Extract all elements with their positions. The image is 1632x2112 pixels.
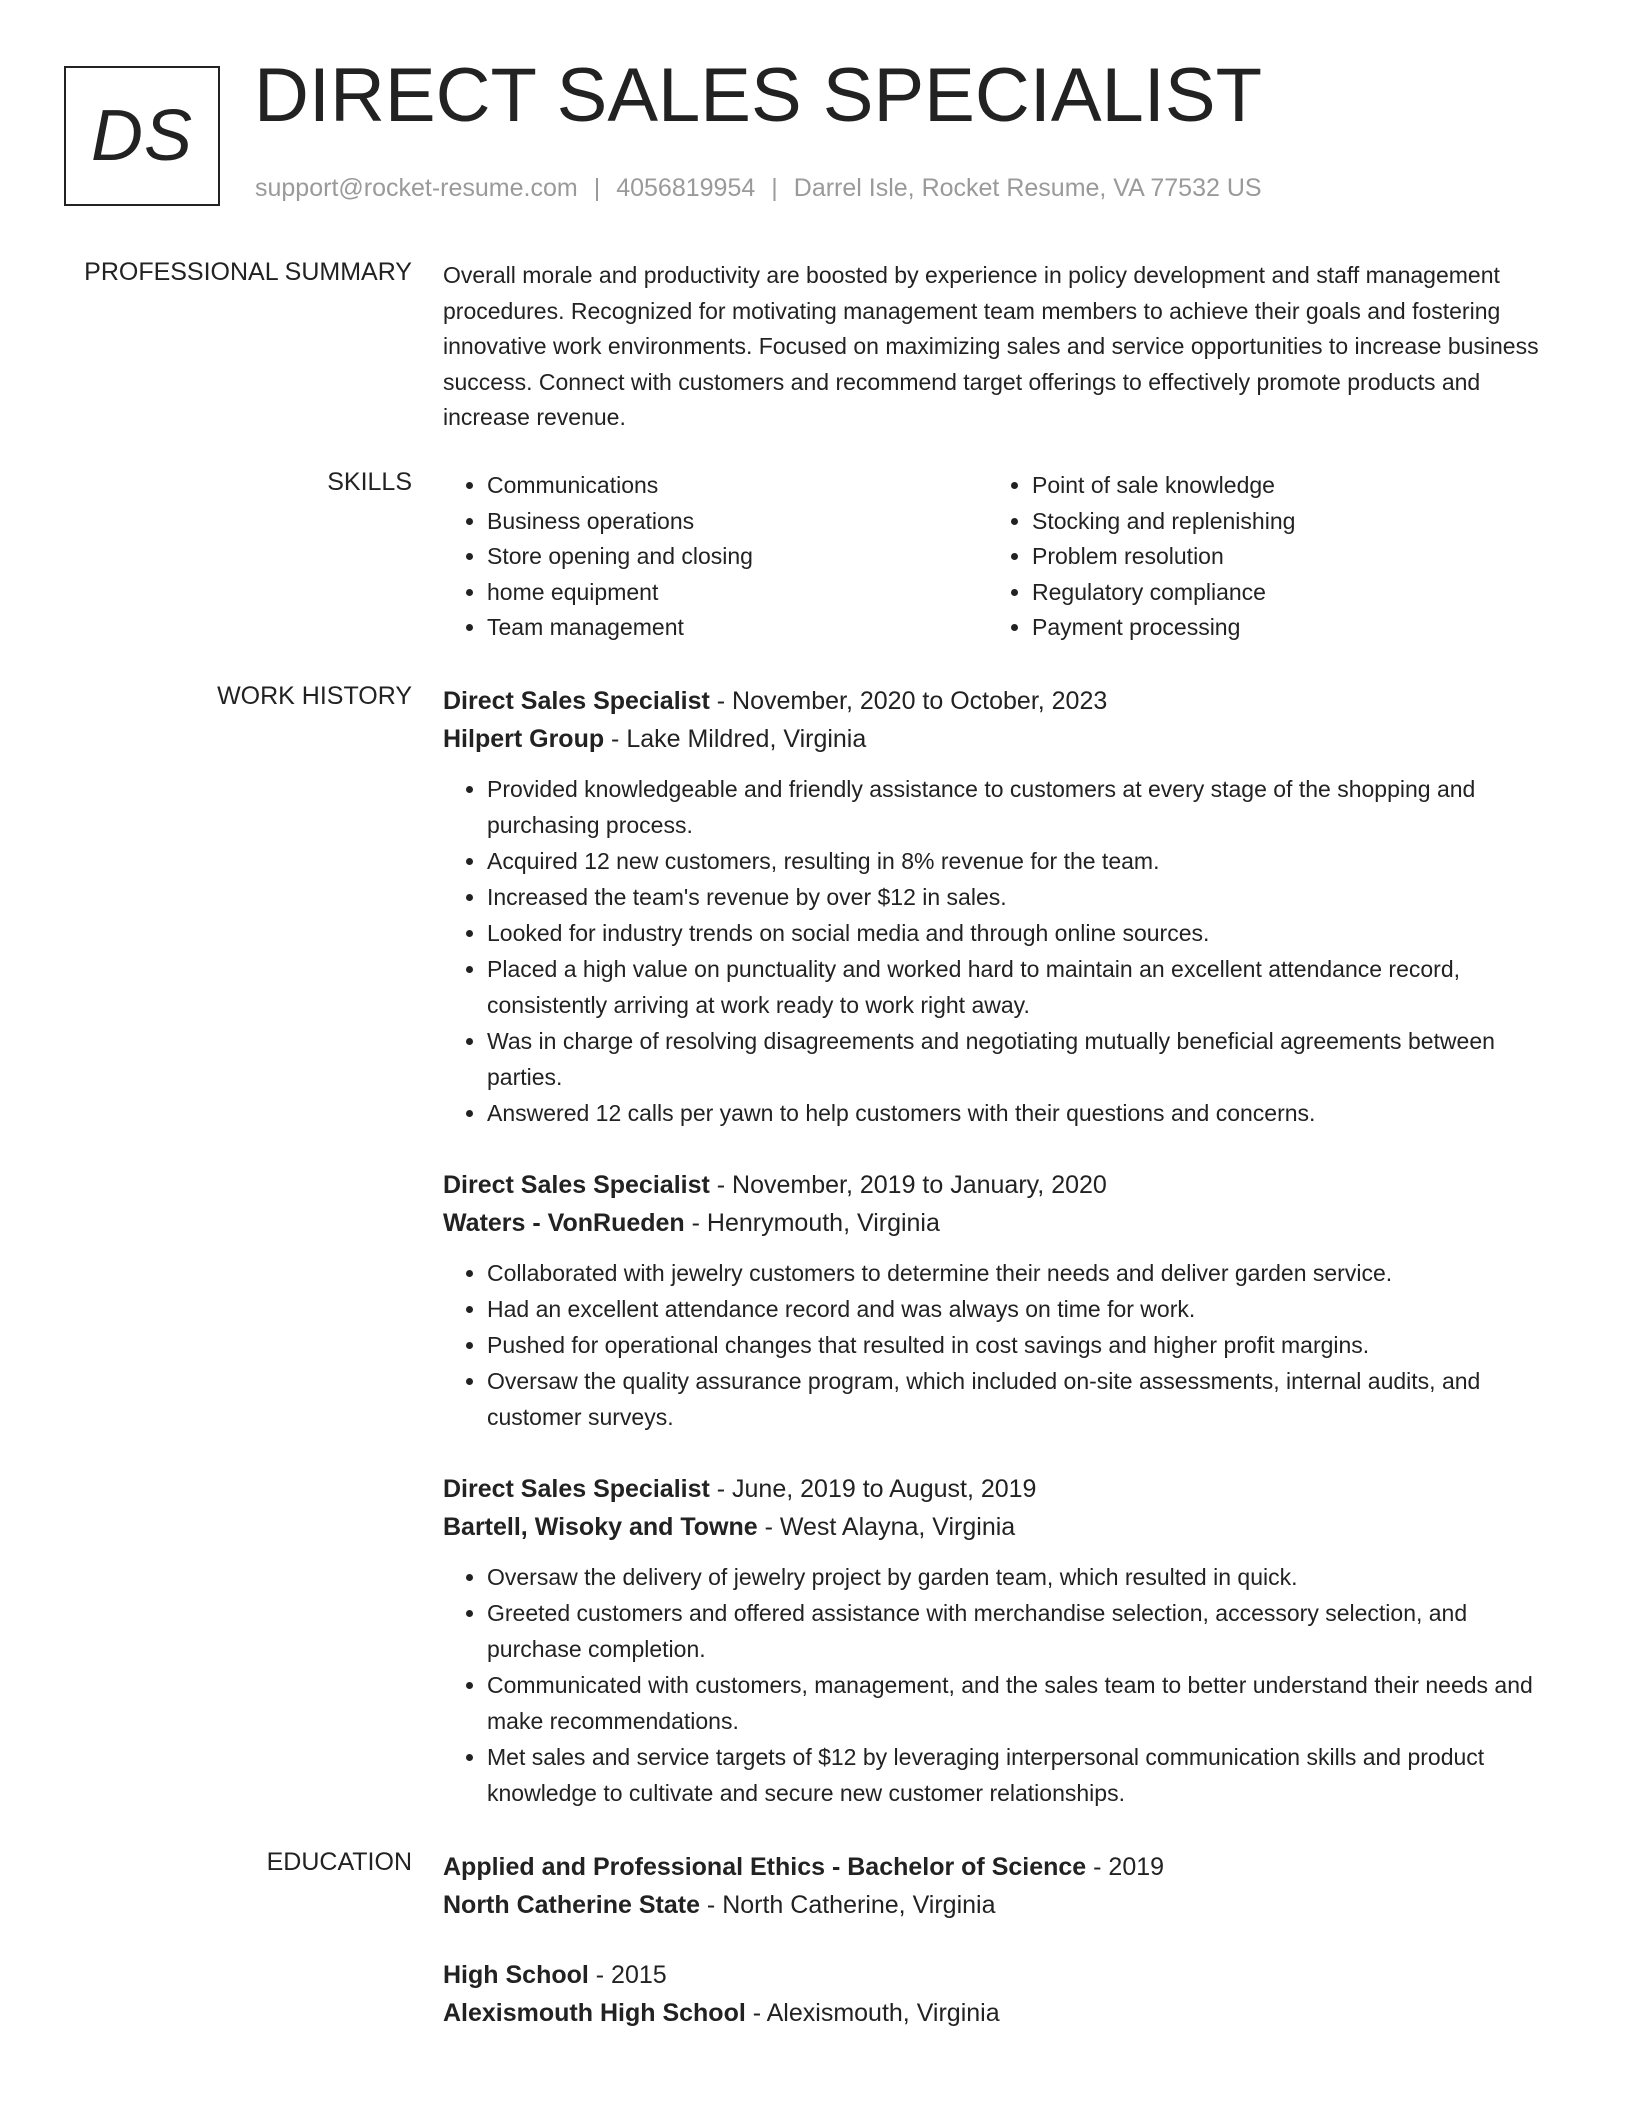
job-entry xyxy=(443,1166,1563,1435)
job-bullets xyxy=(443,1559,1563,1811)
job-entry xyxy=(443,682,1563,1131)
job-title-line xyxy=(443,682,1563,720)
job-dates: - November, 2020 to October, 2023 xyxy=(709,687,1108,715)
job-title: Direct Sales Specialist xyxy=(443,1171,710,1199)
contact-line xyxy=(255,174,1262,203)
summary-text: Overall morale and productivity are boosted by experience in policy development and staff management procedures. Recognized for motivating management team members to achieve their goals and fostering innovative work environments. Focused on maximizing sales and service opportunities to increase business success. Connect with customers and recommend target offerings to effectively promote products and increase revenue. xyxy=(443,262,1539,430)
job-location: - Henrymouth, Virginia xyxy=(684,1209,940,1237)
job-bullet: • Met sales and service targets of $12 by leveraging interpersonal communication skills and product knowledge to cultivate and secure new customer relationships. xyxy=(487,1739,1563,1811)
education-school: North Catherine State xyxy=(443,1891,700,1919)
skill-item: • Business operations xyxy=(487,504,753,540)
skills-heading: SKILLS xyxy=(327,468,412,496)
job-bullets xyxy=(443,771,1563,1131)
job-bullet: • Acquired 12 new customers, resulting in 8% revenue for the team. xyxy=(487,843,1563,879)
education-school-line xyxy=(443,1994,1563,2032)
job-bullets xyxy=(443,1255,1563,1435)
job-dates: - June, 2019 to August, 2019 xyxy=(709,1475,1037,1503)
work-history-heading: WORK HISTORY xyxy=(217,682,412,710)
skill-item: • Communications xyxy=(487,468,753,504)
job-title: Direct Sales Specialist xyxy=(443,687,710,715)
job-bullet: • Increased the team's revenue by over $12 in sales. xyxy=(487,879,1563,915)
job-dates: - November, 2019 to January, 2020 xyxy=(709,1171,1107,1199)
job-bullet: • Provided knowledgeable and friendly assistance to customers at every stage of the shopping and purchasing process. xyxy=(487,771,1563,843)
skill-item: • Point of sale knowledge xyxy=(1032,468,1295,504)
skills-list-right xyxy=(988,468,1295,646)
resume-title: DIRECT SALES SPECIALIST xyxy=(254,53,1263,138)
education-heading: EDUCATION xyxy=(266,1848,412,1876)
education-year: - 2019 xyxy=(1086,1853,1165,1881)
education-school: Alexismouth High School xyxy=(443,1999,746,2027)
education-location: - North Catherine, Virginia xyxy=(699,1891,996,1919)
education-degree: High School xyxy=(443,1961,589,1989)
job-company: Hilpert Group xyxy=(443,725,605,753)
skills-list-left xyxy=(443,468,753,646)
education-degree: Applied and Professional Ethics - Bachelor of Science xyxy=(443,1853,1087,1881)
job-title-line xyxy=(443,1470,1563,1508)
monogram-box xyxy=(64,66,220,206)
job-bullet: • Oversaw the delivery of jewelry project by garden team, which resulted in quick. xyxy=(487,1559,1563,1595)
skill-item: • home equipment xyxy=(487,575,753,611)
skill-item: • Team management xyxy=(487,610,753,646)
job-title: Direct Sales Specialist xyxy=(443,1475,710,1503)
education-entry xyxy=(443,1848,1563,1924)
job-bullet: • Pushed for operational changes that resulted in cost savings and higher profit margins. xyxy=(487,1327,1563,1363)
education-degree-line xyxy=(443,1956,1563,1994)
education-entry xyxy=(443,1956,1563,2032)
job-bullet: • Answered 12 calls per yawn to help customers with their questions and concerns. xyxy=(487,1095,1563,1131)
job-bullet: • Was in charge of resolving disagreements and negotiating mutually beneficial agreements between parties. xyxy=(487,1023,1563,1095)
job-title-line xyxy=(443,1166,1563,1204)
skill-item: • Problem resolution xyxy=(1032,539,1295,575)
job-bullet: • Communicated with customers, management, and the sales team to better understand their needs and make recommendations. xyxy=(487,1667,1563,1739)
job-company-line xyxy=(443,720,1563,758)
education-school-line xyxy=(443,1886,1563,1924)
job-company-line xyxy=(443,1204,1563,1242)
job-company: Waters - VonRueden xyxy=(443,1209,685,1237)
job-bullet: • Had an excellent attendance record and was always on time for work. xyxy=(487,1291,1563,1327)
skill-item: • Store opening and closing xyxy=(487,539,753,575)
job-location: - West Alayna, Virginia xyxy=(757,1513,1016,1541)
monogram-initials: DS xyxy=(90,96,194,176)
job-company: Bartell, Wisoky and Towne xyxy=(443,1513,758,1541)
job-bullet: • Placed a high value on punctuality and worked hard to maintain an excellent attendance record, consistently arriving at work ready to work right away. xyxy=(487,951,1563,1023)
job-bullet: • Oversaw the quality assurance program, which included on-site assessments, internal audits, and customer surveys. xyxy=(487,1363,1563,1435)
education-year: - 2015 xyxy=(588,1961,667,1989)
skill-item: • Regulatory compliance xyxy=(1032,575,1295,611)
job-bullet: • Looked for industry trends on social media and through online sources. xyxy=(487,915,1563,951)
job-bullet: • Collaborated with jewelry customers to determine their needs and deliver garden service. xyxy=(487,1255,1563,1291)
skill-item: • Stocking and replenishing xyxy=(1032,504,1295,540)
contact-phone: 4056819954 xyxy=(616,174,756,202)
job-company-line xyxy=(443,1508,1563,1546)
contact-separator: | xyxy=(771,174,778,202)
job-location: - Lake Mildred, Virginia xyxy=(604,725,867,753)
skill-item: • Payment processing xyxy=(1032,610,1295,646)
contact-email: support@rocket-resume.com xyxy=(255,174,578,202)
job-bullet: • Greeted customers and offered assistance with merchandise selection, accessory selection, and purchase completion. xyxy=(487,1595,1563,1667)
education-degree-line xyxy=(443,1848,1563,1886)
contact-address: Darrel Isle, Rocket Resume, VA 77532 US xyxy=(793,174,1262,202)
education-location: - Alexismouth, Virginia xyxy=(745,1999,1000,2027)
summary-heading: PROFESSIONAL SUMMARY xyxy=(84,258,412,286)
job-entry xyxy=(443,1470,1563,1811)
contact-separator: | xyxy=(593,174,601,202)
